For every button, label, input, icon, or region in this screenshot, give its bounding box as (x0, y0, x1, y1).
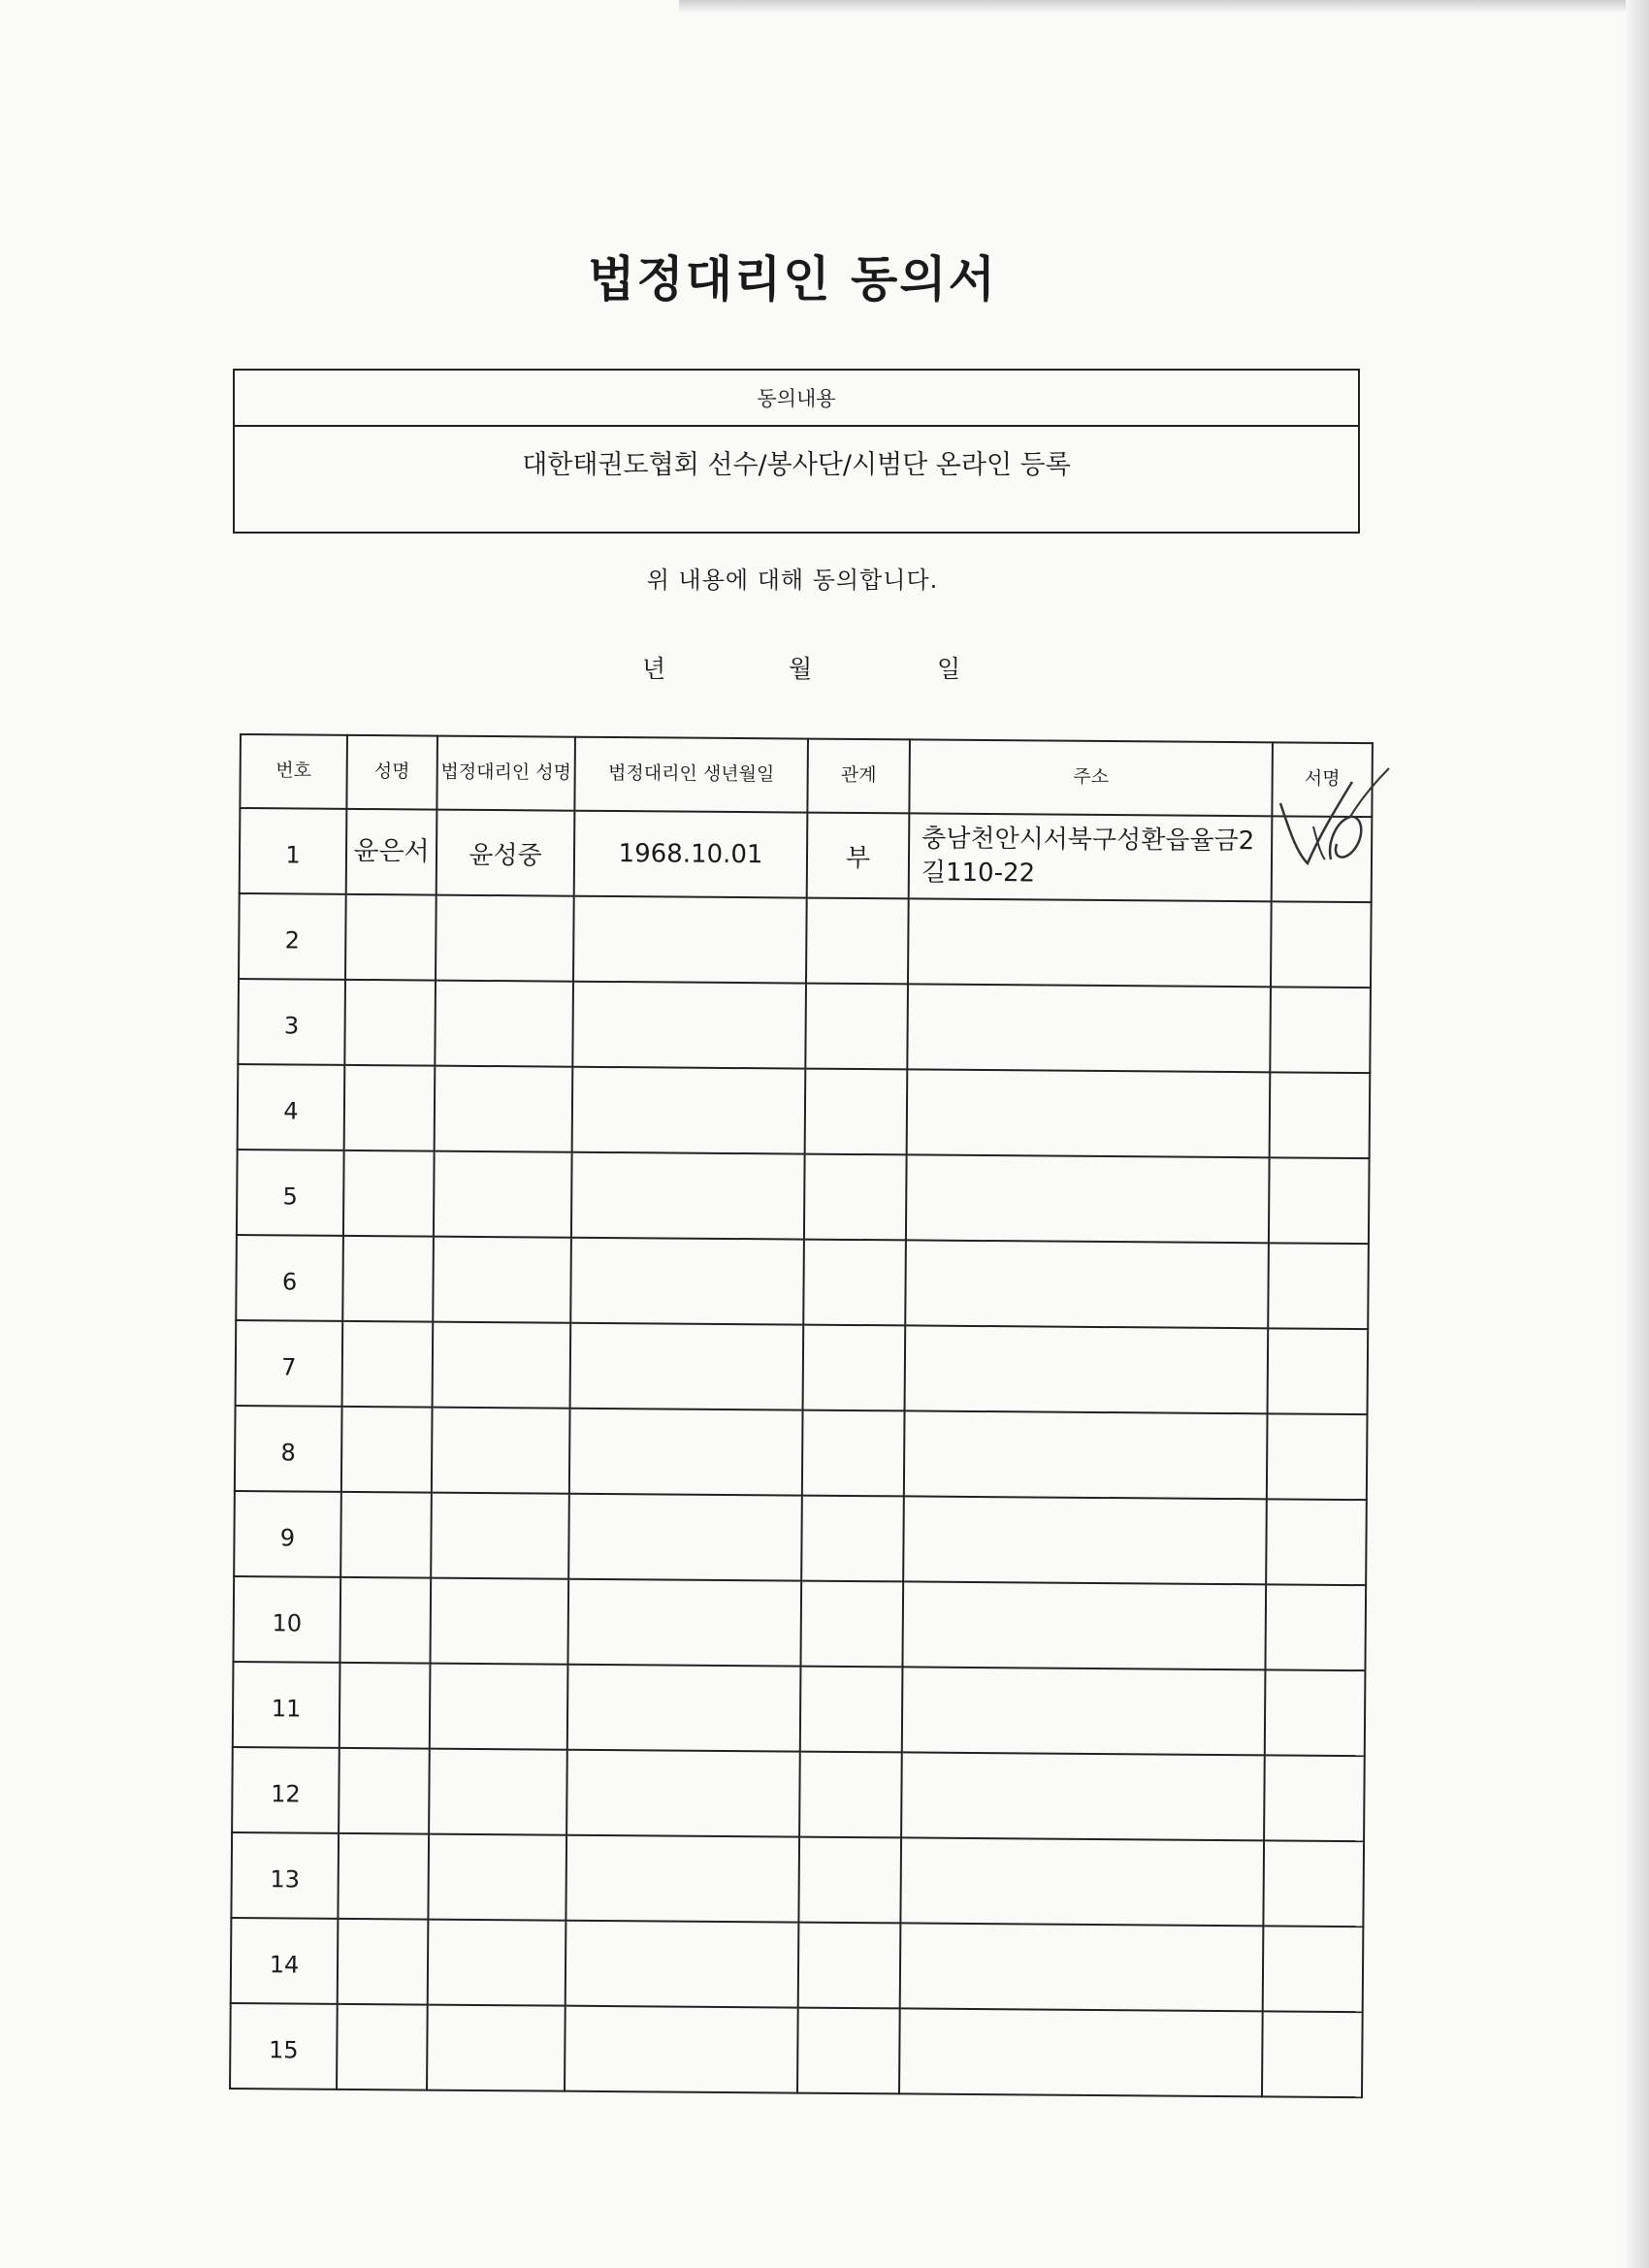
row-guardian-name (430, 1578, 568, 1665)
row-name (339, 1748, 430, 1834)
row-name: 윤은서 (346, 809, 437, 895)
row-address (903, 1496, 1267, 1584)
table-row (238, 1064, 1371, 1158)
row-no: 3 (238, 979, 345, 1065)
date-year-label: 년 (642, 655, 666, 683)
row-signature (1263, 1926, 1364, 2012)
row-signature (1264, 1755, 1365, 1841)
row-relation (806, 898, 909, 985)
row-no: 9 (234, 1491, 341, 1577)
row-address (905, 1325, 1269, 1413)
row-no: 14 (231, 1918, 339, 2004)
row-address (905, 1240, 1269, 1328)
row-guardian-birth (573, 896, 807, 984)
row-guardian-birth (565, 2006, 798, 2093)
row-guardian-birth: 1968.10.01 (574, 811, 808, 898)
row-guardian-name (436, 895, 574, 982)
row-guardian-name (435, 1066, 573, 1152)
scan-edge-top (679, 0, 1649, 12)
row-signature (1271, 901, 1372, 988)
row-guardian-birth (571, 1152, 805, 1240)
row-signature (1265, 1669, 1366, 1756)
row-signature (1270, 987, 1371, 1073)
row-name (338, 1833, 429, 1920)
table-row (232, 1747, 1365, 1841)
row-no: 12 (232, 1747, 340, 1833)
row-address (902, 1581, 1266, 1669)
row-address (908, 898, 1272, 987)
row-signature (1269, 1157, 1370, 1244)
row-guardian-name (427, 2005, 566, 2091)
row-relation (803, 1325, 906, 1411)
row-address: 충남천안시서북구성환읍율금2길110-22 (909, 813, 1273, 901)
header-address: 주소 (909, 739, 1273, 816)
row-guardian-birth (566, 1750, 800, 1837)
row-relation (804, 1154, 907, 1241)
table-row (230, 2003, 1363, 2097)
row-signature (1267, 1413, 1368, 1500)
row-relation (798, 1837, 901, 1924)
row-relation: 부 (807, 813, 910, 899)
row-signature (1268, 1328, 1369, 1414)
table-row (233, 1662, 1366, 1756)
table-row (235, 1406, 1368, 1500)
row-relation (803, 1240, 906, 1326)
table-row (236, 1235, 1369, 1329)
row-guardian-name (435, 981, 573, 1067)
consent-content-box (233, 369, 1360, 534)
row-name (338, 1919, 429, 2005)
row-name (342, 1321, 434, 1408)
row-guardian-name (428, 1920, 566, 2006)
row-address (900, 1837, 1264, 1926)
row-guardian-birth (569, 1409, 803, 1496)
row-no: 5 (237, 1150, 344, 1236)
table-row (236, 1320, 1369, 1414)
row-guardian-birth (572, 1067, 806, 1154)
row-signature (1268, 1243, 1369, 1329)
row-name (344, 1065, 436, 1151)
row-no: 15 (230, 2003, 338, 2090)
row-no: 4 (238, 1064, 345, 1150)
row-address (907, 984, 1271, 1072)
table-row (233, 1576, 1366, 1670)
row-guardian-birth (566, 1921, 799, 2008)
row-guardian-birth (566, 1835, 799, 1923)
row-guardian-name (428, 1834, 566, 1921)
consent-header: 동의내용 (235, 371, 1358, 427)
row-no: 1 (240, 808, 347, 894)
row-signature (1263, 1840, 1364, 1927)
table-row (238, 979, 1371, 1073)
table-row (239, 893, 1372, 988)
row-signature (1262, 2011, 1363, 2097)
date-month-label: 월 (789, 655, 813, 683)
row-guardian-name (433, 1322, 571, 1409)
row-address (907, 1069, 1271, 1157)
header-guardian-birth: 법정대리인 생년월일 (574, 737, 808, 813)
row-address (901, 1752, 1265, 1840)
table-row (237, 1150, 1370, 1244)
row-relation (798, 1923, 901, 2009)
row-guardian-name (429, 1749, 567, 1835)
row-relation (802, 1410, 905, 1497)
row-guardian-name: 윤성중 (436, 810, 575, 896)
handwritten-signature (1269, 759, 1395, 885)
row-address (899, 2008, 1263, 2096)
table-row (231, 1832, 1364, 1927)
row-name (341, 1407, 433, 1493)
row-address (906, 1154, 1270, 1243)
row-relation (797, 2008, 900, 2094)
document-title: 법정대리인 동의서 (588, 250, 997, 308)
row-no: 2 (239, 893, 346, 980)
row-signature (1270, 1072, 1371, 1158)
row-guardian-name (430, 1664, 568, 1750)
header-name: 성명 (346, 735, 437, 810)
consent-text: 대한태권도협회 선수/봉사단/시범단 온라인 등록 (522, 450, 1071, 480)
row-no: 10 (233, 1576, 340, 1663)
row-relation (801, 1496, 904, 1582)
row-address (900, 1923, 1264, 2011)
row-guardian-name (433, 1237, 571, 1323)
row-address (904, 1410, 1268, 1499)
row-guardian-name (431, 1493, 569, 1579)
row-name (342, 1236, 434, 1322)
date-day-label: 일 (937, 655, 961, 683)
row-name (343, 1150, 435, 1237)
header-no: 번호 (240, 734, 347, 809)
row-no: 8 (235, 1406, 342, 1492)
row-guardian-birth (567, 1579, 801, 1667)
row-relation (800, 1581, 903, 1668)
row-address (902, 1667, 1266, 1755)
row-relation (805, 984, 908, 1070)
row-guardian-name (434, 1151, 572, 1238)
guardian-table (229, 733, 1374, 2098)
row-guardian-birth (572, 982, 806, 1069)
row-no: 11 (233, 1662, 340, 1748)
row-guardian-birth (567, 1665, 801, 1752)
row-guardian-birth (570, 1323, 804, 1410)
header-relation: 관계 (807, 739, 910, 814)
table-row (231, 1918, 1364, 2012)
row-relation (805, 1069, 908, 1155)
row-name (337, 2004, 428, 2090)
row-name (340, 1663, 431, 1749)
row-name (340, 1492, 432, 1578)
row-guardian-name (432, 1408, 570, 1494)
header-guardian-name: 법정대리인 성명 (436, 736, 575, 811)
row-name (340, 1577, 431, 1664)
table-header-row (240, 734, 1373, 817)
scan-edge-right (1626, 0, 1649, 2268)
row-signature (1265, 1584, 1366, 1670)
table-row (234, 1491, 1367, 1585)
row-no: 6 (236, 1235, 343, 1321)
table-row (240, 808, 1373, 902)
row-relation (799, 1752, 902, 1838)
row-guardian-birth (570, 1238, 804, 1325)
row-no: 7 (236, 1320, 343, 1407)
row-name (345, 894, 436, 981)
row-signature (1266, 1499, 1367, 1585)
agreement-statement: 위 내용에 대해 동의합니다. (646, 567, 939, 594)
row-guardian-birth (568, 1494, 802, 1581)
header-signature: 서명 (1272, 742, 1373, 817)
row-name (344, 980, 436, 1066)
row-no: 13 (231, 1832, 339, 1919)
row-relation (800, 1667, 903, 1753)
